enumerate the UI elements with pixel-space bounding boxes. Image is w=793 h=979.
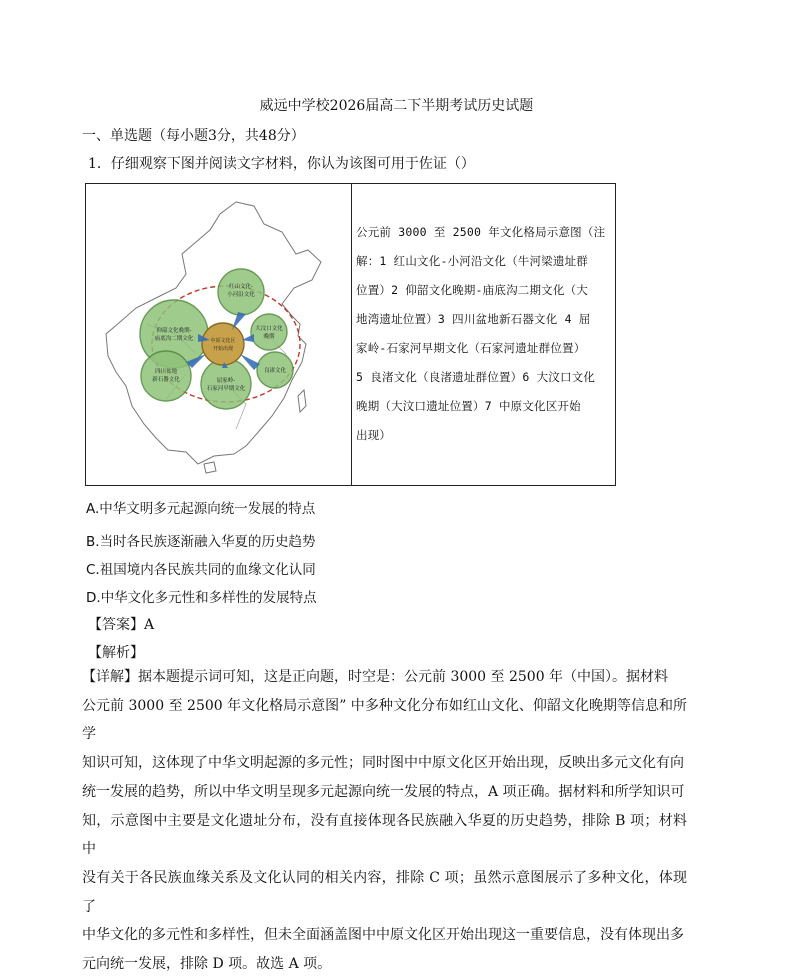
figure-caption (356, 218, 612, 450)
explanation (82, 663, 687, 979)
svg-text:仰韶文化晚期-: 仰韶文化晚期- (156, 328, 192, 334)
svg-text:大汶口文化: 大汶口文化 (255, 326, 283, 332)
culture-map (86, 184, 352, 485)
analysis-label: 【解析】 (88, 645, 144, 661)
svg-text:晚期: 晚期 (263, 334, 275, 340)
caption-line: 位置）2 仰韶文化晚期-庙底沟二期文化（大 (356, 283, 588, 297)
circle-sichuan (141, 351, 191, 401)
caption-line: 解：1 红山文化-小河沿文化（牛河梁遗址群 (356, 254, 588, 268)
option-d: D.中华文化多元性和多样性的发展特点 (86, 590, 317, 606)
svg-text:小河沿文化: 小河沿文化 (227, 292, 255, 298)
explanation-line: 统一发展的趋势，所以中华文明呈现多元起源向统一发展的特点，A 项正确。据材料和所学知识可 (82, 783, 685, 800)
svg-text:红山文化-: 红山文化- (229, 284, 253, 290)
svg-text:新石器文化: 新石器文化 (152, 377, 180, 383)
answer-label: 【答案】A (88, 617, 155, 633)
svg-text:中原文化区: 中原文化区 (210, 338, 236, 344)
svg-text:庙底沟二期文化: 庙底沟二期文化 (154, 336, 194, 342)
option-b: B.当时各民族逐渐融入华夏的历史趋势 (86, 534, 316, 550)
circle-liangzhu (257, 352, 293, 388)
caption-line: 晚期（大汶口遗址位置）7 中原文化区开始 (356, 399, 581, 413)
explanation-line: 公元前 3000 至 2500 年文化格局示意图” 中多种文化分布如红山文化、仰韶文化晚期等信息和所学 (82, 697, 687, 743)
option-c: C.祖国境内各民族共同的血缘文化认同 (86, 562, 316, 578)
hainan-shape (204, 462, 216, 473)
svg-text:四川盆地: 四川盆地 (154, 369, 178, 375)
circle-dawenkou (251, 314, 287, 350)
explanation-line: 中华文化的多元性和多样性，但未全面涵盖图中中原文化区开始出现这一重要信息，没有体现出多 (82, 927, 684, 944)
explanation-line: 【详解】据本题提示词可知，这是正向题，时空是：公元前 3000 至 2500 年（中国）。据材料 (82, 669, 669, 685)
exam-title: 威远中学校2026届高二下半期考试历史试题 (259, 98, 534, 114)
circle-central (202, 323, 244, 365)
caption-line: 公元前 3000 至 2500 年文化格局示意图（注 (356, 225, 606, 239)
taiwan-shape (298, 390, 306, 412)
explanation-line: 元向统一发展，排除 D 项。故选 A 项。 (82, 956, 332, 973)
caption-line: 家岭-石家河早期文化（石家河遗址群位置） (356, 341, 586, 355)
option-a: A.中华文明多元起源向统一发展的特点 (86, 501, 316, 517)
section-heading: 一、单选题（每小题3分，共48分） (82, 128, 305, 144)
caption-line: 5 良渚文化（良渚遗址群位置）6 大汶口文化 (356, 370, 596, 384)
explanation-line: 知，示意图中主要是文化遗址分布，没有直接体现各民族融入华夏的历史趋势，排除 B 项；材料中 (82, 812, 687, 858)
explanation-line: 知识可知，这体现了中华文明起源的多元性；同时图中中原文化区开始出现，反映出多元文化有向 (82, 755, 684, 772)
svg-text:屈家岭-: 屈家岭- (216, 378, 236, 384)
svg-text:良渚文化: 良渚文化 (263, 368, 287, 374)
map-svg (86, 184, 351, 485)
question-stem: 1．仔细观察下图并阅读文字材料，你认为该图可用于佐证（） (88, 156, 475, 172)
figure-box (85, 183, 616, 486)
caption-line: 出现） (356, 428, 392, 442)
svg-text:开始出现: 开始出现 (212, 346, 234, 352)
caption-line: 地湾遗址位置）3 四川盆地新石器文化 4 屈 (356, 312, 591, 326)
svg-text:石家河早期文化: 石家河早期文化 (206, 386, 246, 392)
circle-hongshan (218, 269, 264, 315)
explanation-line: 没有关于各民族血缘关系及文化认同的相关内容，排除 C 项；虽然示意图展示了多种文化，体现了 (82, 869, 687, 915)
